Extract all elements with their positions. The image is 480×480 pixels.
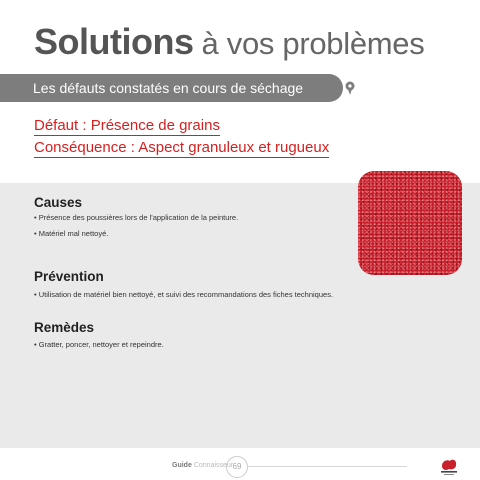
footer-brand-light: Connaisseur	[193, 462, 234, 469]
section-banner-text: Les défauts constatés en cours de séchage	[33, 80, 304, 96]
defect-name: Défaut : Présence de grains	[34, 117, 220, 134]
causes-heading: Causes	[34, 195, 83, 210]
defect-sample-image	[358, 171, 462, 275]
page-number: 69	[232, 462, 242, 471]
causes-item: • Présence des poussières lors de l'application de la peinture.	[34, 213, 239, 222]
prevention-heading: Prévention	[34, 269, 104, 284]
remedies-heading: Remèdes	[34, 320, 95, 335]
section-banner	[0, 74, 343, 102]
prevention-item: • Utilisation de matériel bien nettoyé, et suivi des recommandations des fiches techniques.	[34, 290, 334, 299]
footer-brand	[172, 462, 233, 469]
pin-icon	[342, 80, 358, 96]
defect-summary	[34, 116, 329, 160]
page-title-sub: à vos problèmes	[201, 26, 425, 61]
remedies-item: • Gratter, poncer, nettoyer et repeindre.	[34, 340, 164, 349]
defect-consequence: Conséquence : Aspect granuleux et rugueux	[34, 139, 330, 156]
footer-brand-bold: Guide	[172, 462, 192, 469]
page-title	[34, 18, 424, 68]
brand-logo-icon	[438, 455, 460, 477]
page-title-main: Solutions	[34, 21, 194, 62]
page-footer	[0, 452, 480, 480]
page-number-badge	[226, 456, 248, 478]
footer-divider	[247, 466, 407, 467]
causes-item: • Matériel mal nettoyé.	[34, 229, 109, 238]
